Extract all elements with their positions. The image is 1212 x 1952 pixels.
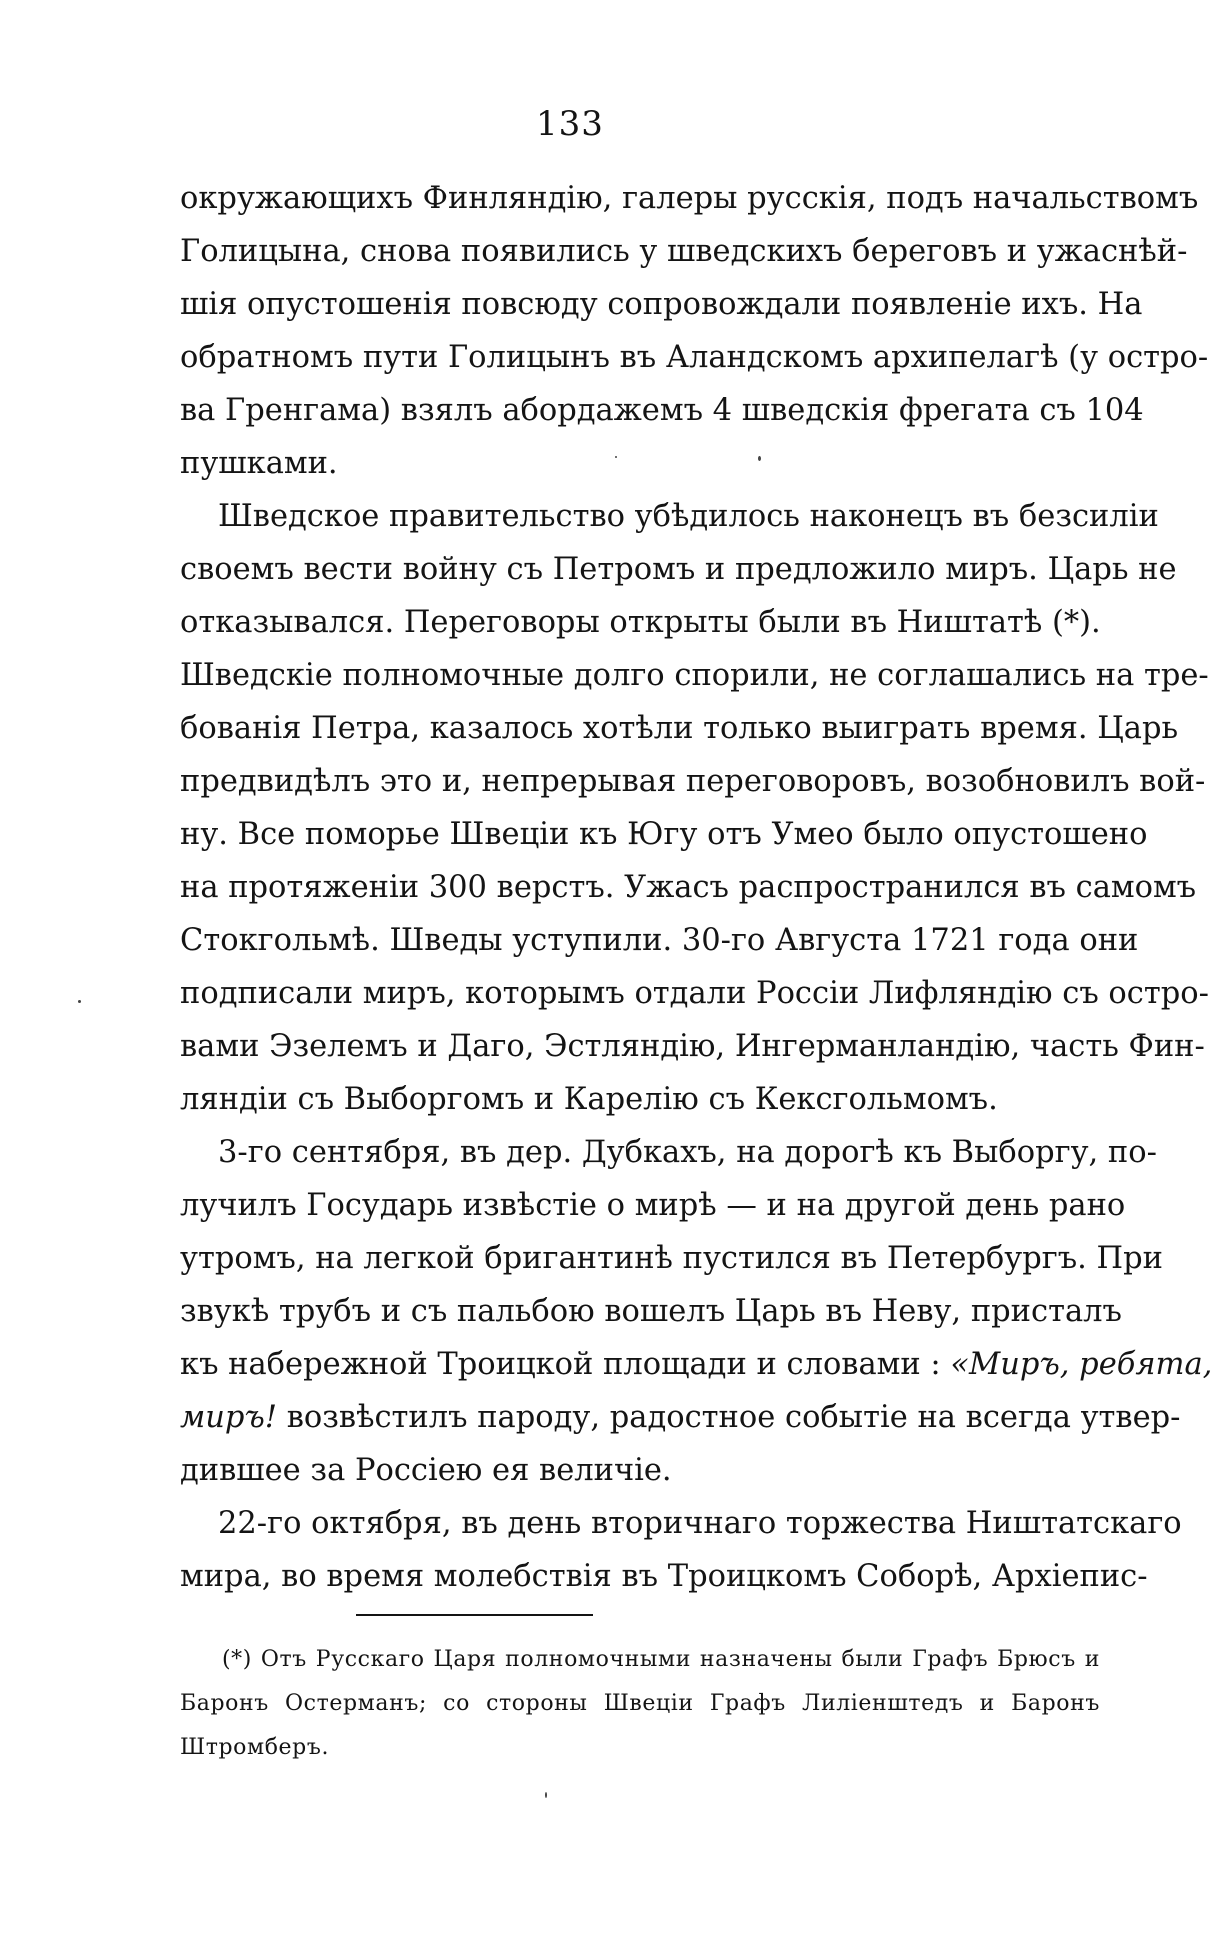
text-line: окружающихъ Финляндію, галеры русскія, подъ начальствомъ xyxy=(180,181,1199,216)
scan-speck xyxy=(615,456,617,458)
text-line: ляндіи съ Выборгомъ и Карелію съ Кексгольмомъ. xyxy=(180,1082,998,1117)
scan-speck xyxy=(758,456,761,461)
text-line: подписали миръ, которымъ отдали Россіи Лифляндію съ остро- xyxy=(180,976,1209,1011)
text-line: 3-го сентября, въ дер. Дубкахъ, на дорогѣ къ Выборгу, по- xyxy=(218,1135,1157,1170)
footnote-divider xyxy=(356,1614,593,1616)
quote-text: миръ! xyxy=(180,1400,278,1435)
text-line: утромъ, на легкой бригантинѣ пустился въ Петербургъ. При xyxy=(180,1241,1163,1276)
text-line: звукѣ трубъ и съ пальбою вошелъ Царь въ Неву, присталъ xyxy=(180,1294,1122,1329)
text-line: предвидѣлъ это и, непрерывая переговоровъ, возобновилъ вой- xyxy=(180,764,1206,799)
footnote xyxy=(180,1638,1100,1770)
quote-text: «Миръ, ребята, xyxy=(950,1347,1212,1382)
paragraph-1 xyxy=(180,172,1209,490)
footnote-line: Баронъ Остерманъ; со стороны Швеціи Графъ Лиліенштедъ и Баронъ xyxy=(180,1691,1100,1716)
text-line: на протяженіи 300 верстъ. Ужасъ распространился въ самомъ xyxy=(180,870,1197,905)
paragraph-3 xyxy=(180,1126,1212,1497)
text-line: дившее за Россіею ея величіе. xyxy=(180,1453,672,1488)
text-line: Шведскіе полномочные долго спорили, не соглашались на тре- xyxy=(180,658,1209,693)
text-line: отказывался. Переговоры открыты были въ Ништатѣ (*). xyxy=(180,605,1101,640)
paragraph-2 xyxy=(180,490,1209,1126)
scan-speck xyxy=(78,1000,81,1003)
text-line: Голицына, снова появились у шведскихъ береговъ и ужаснѣй- xyxy=(180,234,1188,269)
main-text xyxy=(180,172,1212,1603)
text-line: пушками. xyxy=(180,446,338,481)
text-line: своемъ вести войну съ Петромъ и предложило миръ. Царь не xyxy=(180,552,1177,587)
text-line: обратномъ пути Голицынъ въ Аландскомъ архипелагѣ (у остро- xyxy=(180,340,1209,375)
page-number: 133 xyxy=(536,104,604,144)
paragraph-4 xyxy=(180,1497,1182,1603)
text-line: вами Эзелемъ и Даго, Эстляндію, Ингерманландію, часть Фин- xyxy=(180,1029,1205,1064)
footnote-line: (*) Отъ Русскаго Царя полномочными назначены были Графъ Брюсъ и xyxy=(222,1647,1100,1672)
text-line: бованія Петра, казалось хотѣли только выиграть время. Царь xyxy=(180,711,1179,746)
text-line: лучилъ Государь извѣстіе о мирѣ — и на другой день рано xyxy=(180,1188,1126,1223)
text-line xyxy=(180,1338,1212,1391)
text-line: Стокгольмѣ. Шведы уступили. 30-го Августа 1721 года они xyxy=(180,923,1139,958)
text-line xyxy=(180,1391,1181,1444)
scan-speck xyxy=(545,1792,547,1798)
text-line: ну. Все поморье Швеціи къ Югу отъ Умео было опустошено xyxy=(180,817,1148,852)
text-line: мира, во время молебствія въ Троицкомъ Соборѣ, Архіепис- xyxy=(180,1559,1148,1594)
text-fragment: къ набережной Троицкой площади и словами : xyxy=(180,1347,951,1382)
text-line: шія опустошенія повсюду сопровождали появленіе ихъ. На xyxy=(180,287,1143,322)
text-fragment: возвѣстилъ пароду, радостное событіе на всегда утвер- xyxy=(277,1400,1181,1435)
text-line: Шведское правительство убѣдилось наконецъ въ безсиліи xyxy=(218,499,1159,534)
footnote-line: Штромберъ. xyxy=(180,1735,330,1760)
text-line: 22-го октября, въ день вторичнаго торжества Ништатскаго xyxy=(218,1506,1182,1541)
text-line: ва Гренгама) взялъ абордажемъ 4 шведскія фрегата съ 104 xyxy=(180,393,1144,428)
